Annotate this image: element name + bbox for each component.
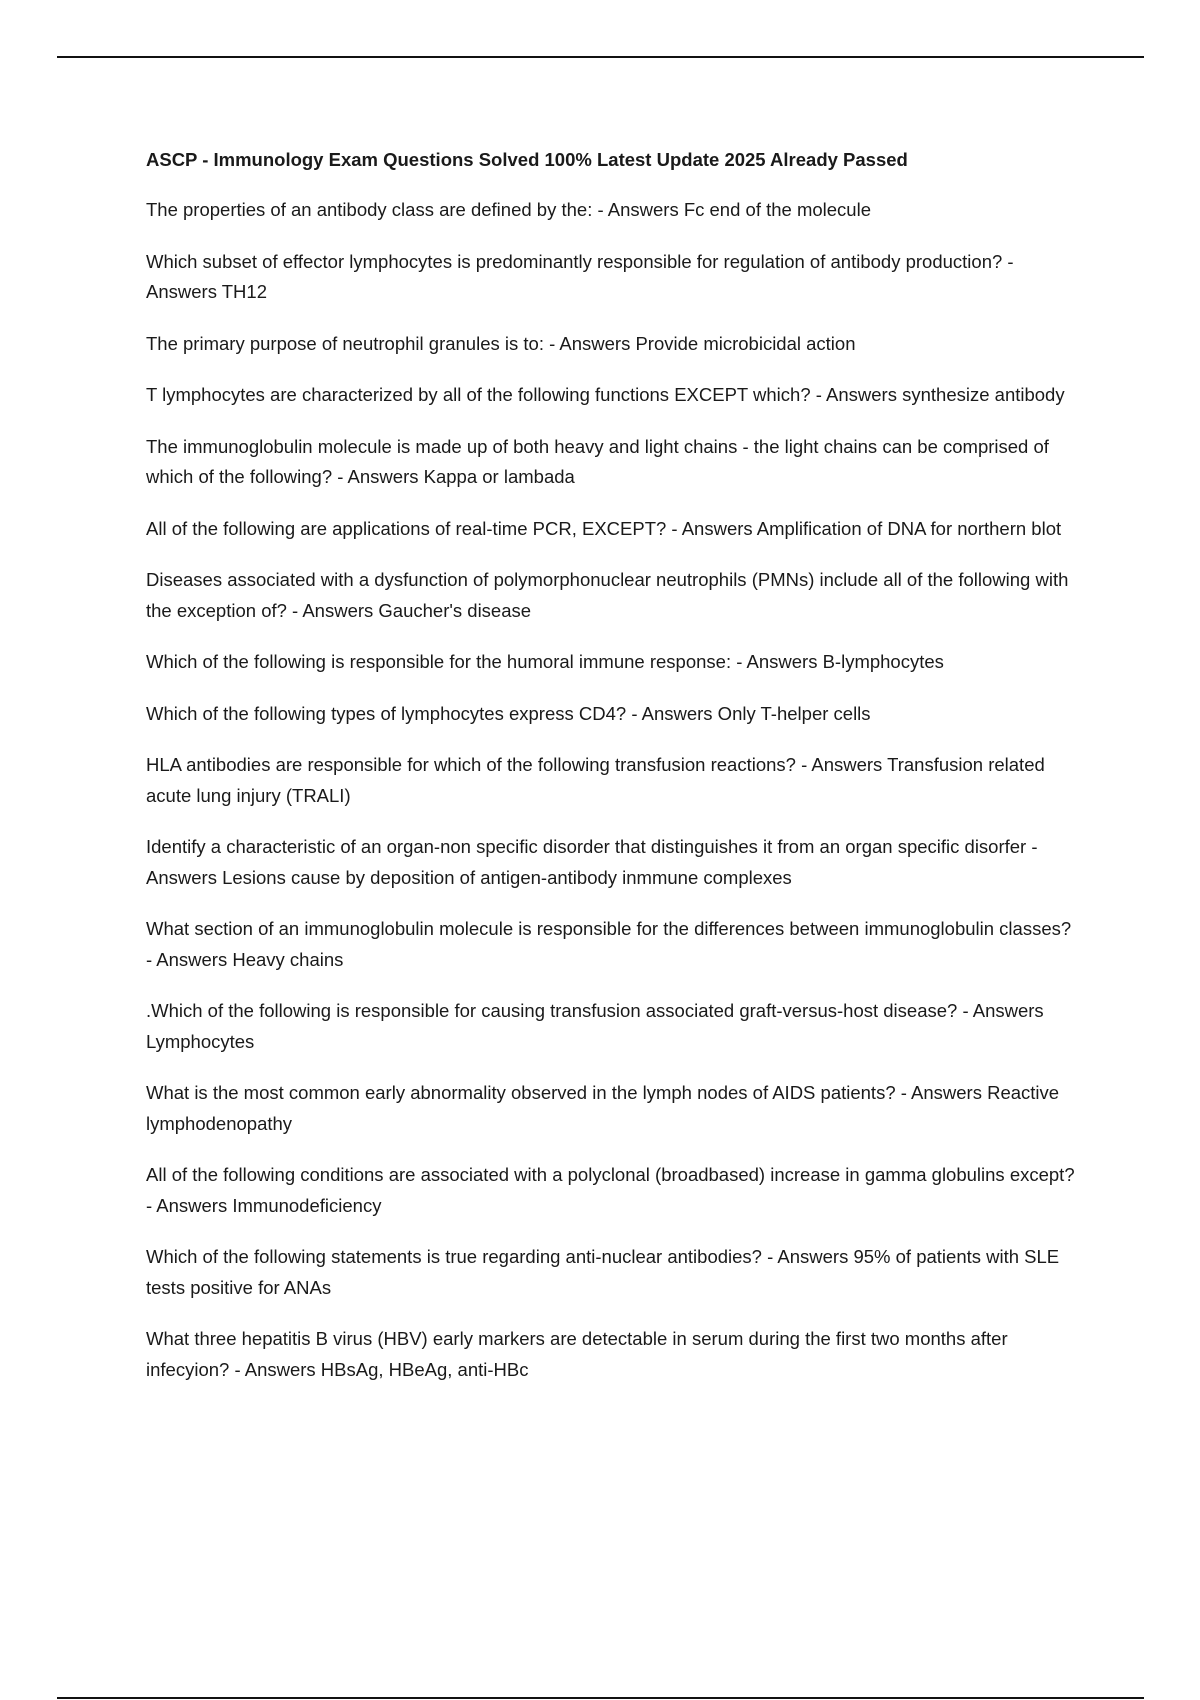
- qa-item: What is the most common early abnormality observed in the lymph nodes of AIDS patients? - Answers Reactive lymphodenopathy: [146, 1082, 1060, 1134]
- footer-rule: [57, 1697, 1144, 1699]
- qa-item: The primary purpose of neutrophil granules is to: - Answers Provide microbicidal action: [146, 332, 856, 354]
- qa-item: All of the following are applications of real-time PCR, EXCEPT? - Answers Amplification of DNA for northern blot: [146, 517, 1062, 539]
- document-body: [146, 145, 1076, 1406]
- qa-item: Which of the following types of lymphocytes express CD4? - Answers Only T-helper cells: [146, 702, 871, 724]
- qa-item: The properties of an antibody class are defined by the: - Answers Fc end of the molecule: [146, 199, 871, 220]
- document-title: ASCP - Immunology Exam Questions Solved 100% Latest Update 2025 Already Passed: [146, 149, 908, 170]
- qa-item: T lymphocytes are characterized by all of the following functions EXCEPT which? - Answers synthesize antibody: [146, 384, 1065, 405]
- qa-item: Which of the following statements is true regarding anti-nuclear antibodies? - Answers 95% of patients with SLE tests positive for ANAs: [146, 1246, 1060, 1298]
- qa-item: Diseases associated with a dysfunction of polymorphonuclear neutrophils (PMNs) include all of the following with the exception of? - Answers Gaucher's disease: [146, 569, 1069, 621]
- header-rule: [57, 56, 1144, 58]
- qa-item: What three hepatitis B virus (HBV) early markers are detectable in serum during the first two months after infecyion? - Answers HBsAg, HBeAg, anti-HBc: [146, 1328, 1008, 1380]
- qa-item: What section of an immunoglobulin molecule is responsible for the differences between immunoglobulin classes? - Answers Heavy chains: [146, 918, 1072, 970]
- qa-item: The immunoglobulin molecule is made up of both heavy and light chains - the light chains can be comprised of which of the following? - Answers Kappa or lambada: [146, 435, 1049, 487]
- qa-item: Which of the following is responsible for the humoral immune response: - Answers B-lymphocytes: [146, 651, 944, 672]
- qa-item: Identify a characteristic of an organ-non specific disorder that distinguishes it from an organ specific disorfer - Answers Lesions cause by deposition of antigen-antibody inmmune complexes: [146, 836, 1038, 888]
- qa-item: All of the following conditions are associated with a polyclonal (broadbased) increase in gamma globulins except? - Answers Immunodeficiency: [146, 1164, 1075, 1216]
- qa-item: HLA antibodies are responsible for which of the following transfusion reactions? - Answers Transfusion related acute lung injury (TRALI): [146, 754, 1045, 806]
- qa-item: Which subset of effector lymphocytes is predominantly responsible for regulation of antibody production? - Answers TH12: [146, 250, 1014, 302]
- qa-item: .Which of the following is responsible for causing transfusion associated graft-versus-host disease? - Answers Lymphocytes: [146, 1000, 1044, 1052]
